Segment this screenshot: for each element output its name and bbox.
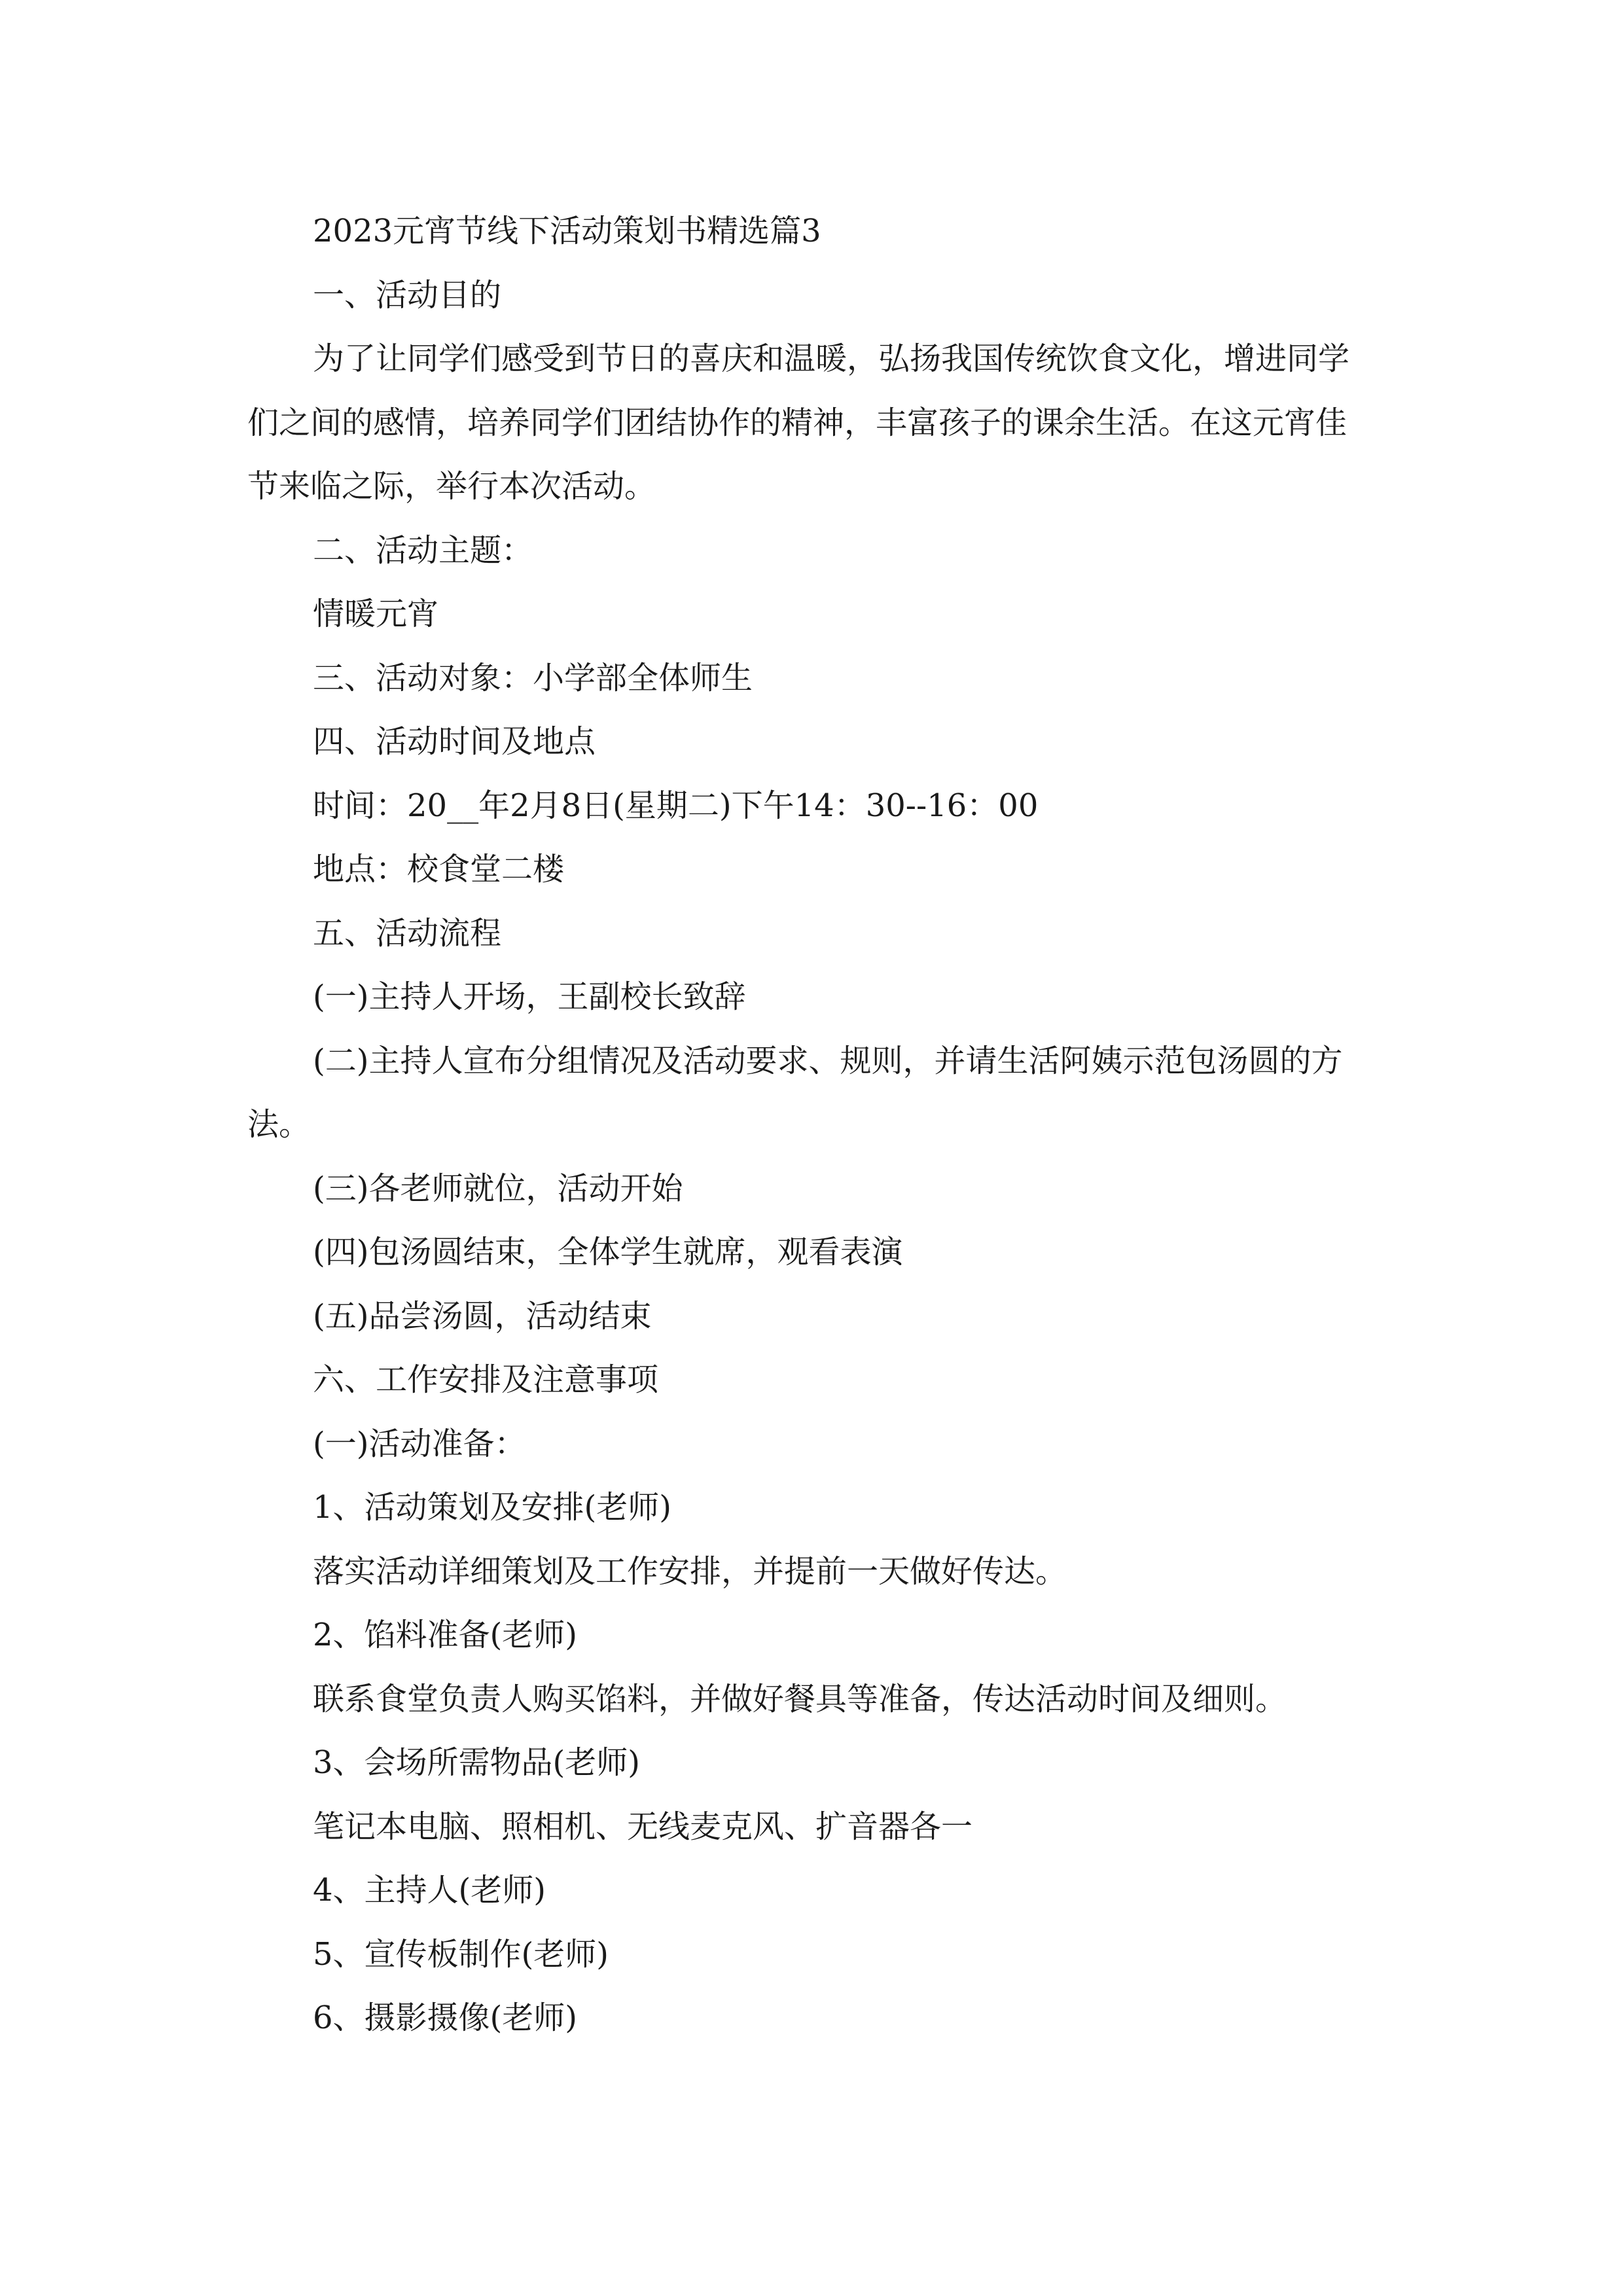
paragraph-line: 2、馅料准备(老师): [313, 1617, 577, 1653]
paragraph-line: (四)包汤圆结束，全体学生就席，观看表演: [313, 1234, 903, 1270]
paragraph-line: 法。: [247, 1106, 311, 1143]
paragraph-line: (五)品尝汤圆，活动结束: [313, 1298, 652, 1335]
paragraph-line: 3、会场所需物品(老师): [313, 1744, 640, 1781]
heading-theme: 二、活动主题：: [313, 532, 533, 569]
document-title: 2023元宵节线下活动策划书精选篇3: [313, 213, 821, 249]
paragraph-line: 为了让同学们感受到节日的喜庆和温暖，弘扬我国传统饮食文化，增进同学: [313, 340, 1350, 377]
paragraph-line: 时间：20__年2月8日(星期二)下午14：30--16：00: [313, 787, 1039, 824]
paragraph-line: (三)各老师就位，活动开始: [313, 1170, 683, 1207]
paragraph-line: 1、活动策划及安排(老师): [313, 1489, 671, 1526]
paragraph-line: 节来临之际，举行本次活动。: [247, 468, 656, 505]
paragraph-line: 4、主持人(老师): [313, 1872, 546, 1909]
paragraph-line: (一)主持人开场，王副校长致辞: [313, 978, 746, 1015]
paragraph-line: 6、摄影摄像(老师): [313, 2000, 577, 2036]
heading-purpose: 一、活动目的: [313, 277, 502, 314]
paragraph-line: (二)主持人宣布分组情况及活动要求、规则，并请生活阿姨示范包汤圆的方: [313, 1043, 1343, 1079]
paragraph-line: 笔记本电脑、照相机、无线麦克风、扩音器各一: [313, 1808, 973, 1845]
heading-process: 五、活动流程: [313, 915, 502, 952]
heading-time-place: 四、活动时间及地点: [313, 723, 596, 760]
heading-audience: 三、活动对象：小学部全体师生: [313, 660, 753, 696]
paragraph-line: (一)活动准备：: [313, 1426, 526, 1462]
paragraph-line: 情暖元宵: [313, 596, 439, 632]
paragraph-line: 落实活动详细策划及工作安排，并提前一天做好传达。: [313, 1553, 1067, 1590]
paragraph-line: 联系食堂负责人购买馅料，并做好餐具等准备，传达活动时间及细则。: [313, 1681, 1287, 1717]
heading-arrangements: 六、工作安排及注意事项: [313, 1361, 659, 1398]
paragraph-line: 地点：校食堂二楼: [313, 851, 565, 888]
paragraph-line: 们之间的感情，培养同学们团结协作的精神，丰富孩子的课余生活。在这元宵佳: [247, 404, 1347, 441]
paragraph-line: 5、宣传板制作(老师): [313, 1936, 609, 1973]
